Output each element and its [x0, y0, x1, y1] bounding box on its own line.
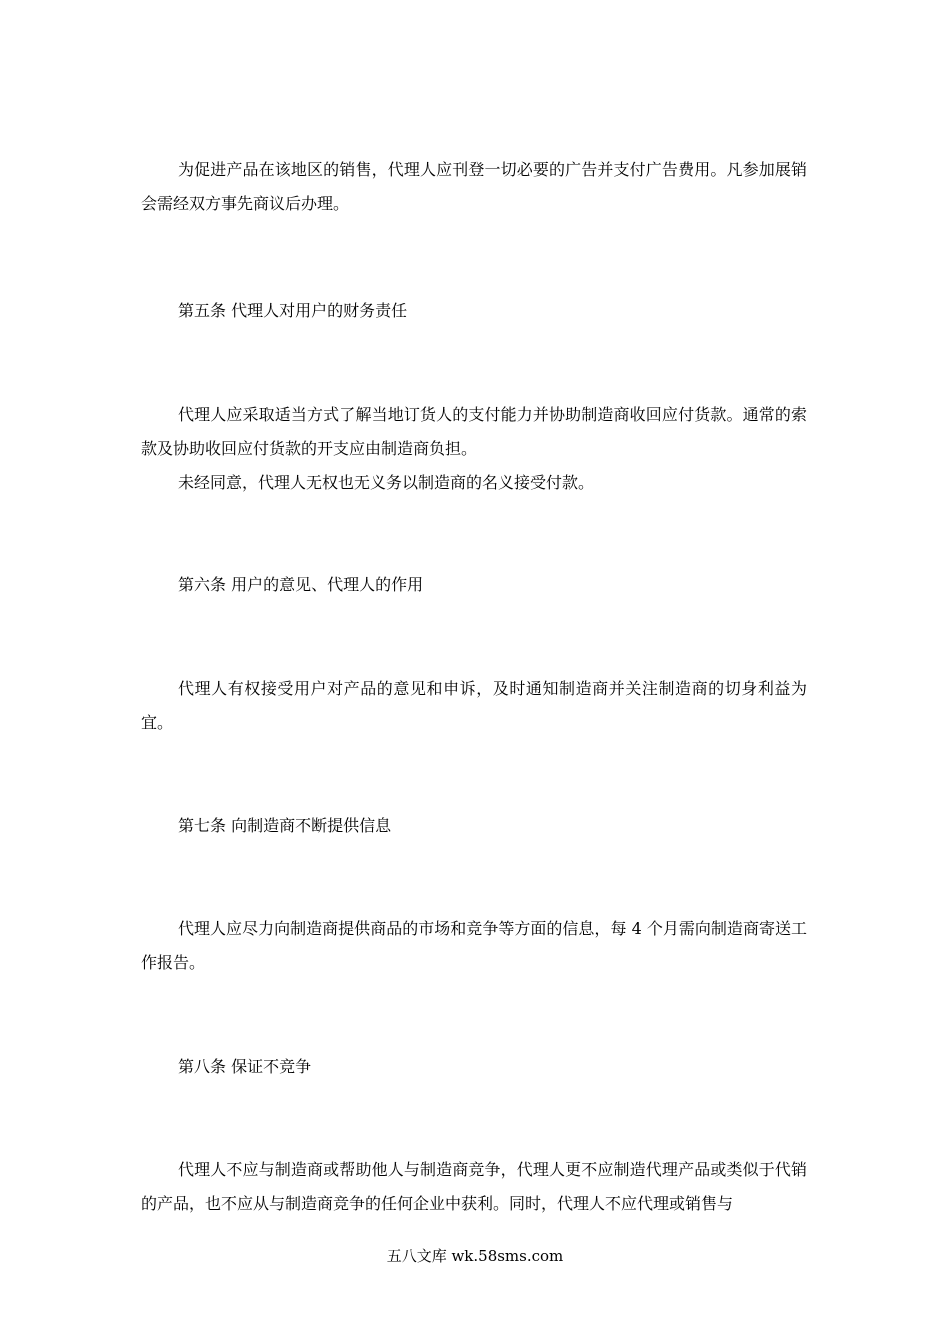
article-7-heading: 第七条 向制造商不断提供信息	[178, 816, 392, 835]
paragraph-payment-collection: 代理人应采取适当方式了解当地订货人的支付能力并协助制造商收回应付货款。通常的索款及协助收回应付货款的开支应由制造商负担。	[141, 405, 807, 458]
paragraph-no-payment-authority: 未经同意，代理人无权也无义务以制造商的名义接受付款。	[178, 473, 595, 492]
paragraph-advertising: 为促进产品在该地区的销售，代理人应刊登一切必要的广告并支付广告费用。凡参加展销会需经双方事先商议后办理。	[141, 160, 807, 213]
paragraph-non-compete: 代理人不应与制造商或帮助他人与制造商竞争，代理人更不应制造代理产品或类似于代销的产品，也不应从与制造商竞争的任何企业中获利。同时，代理人不应代理或销售与	[141, 1160, 807, 1213]
article-5-heading: 第五条 代理人对用户的财务责任	[178, 301, 408, 320]
page-footer: 五八文库 wk.58sms.com	[386, 1247, 564, 1265]
paragraph-user-feedback: 代理人有权接受用户对产品的意见和申诉，及时通知制造商并关注制造商的切身利益为宜。	[141, 679, 807, 732]
paragraph-information-reports: 代理人应尽力向制造商提供商品的市场和竞争等方面的信息，每 4 个月需向制造商寄送工作报告。	[141, 919, 807, 972]
article-6-heading: 第六条 用户的意见、代理人的作用	[178, 575, 424, 594]
article-8-heading: 第八条 保证不竞争	[178, 1057, 312, 1076]
